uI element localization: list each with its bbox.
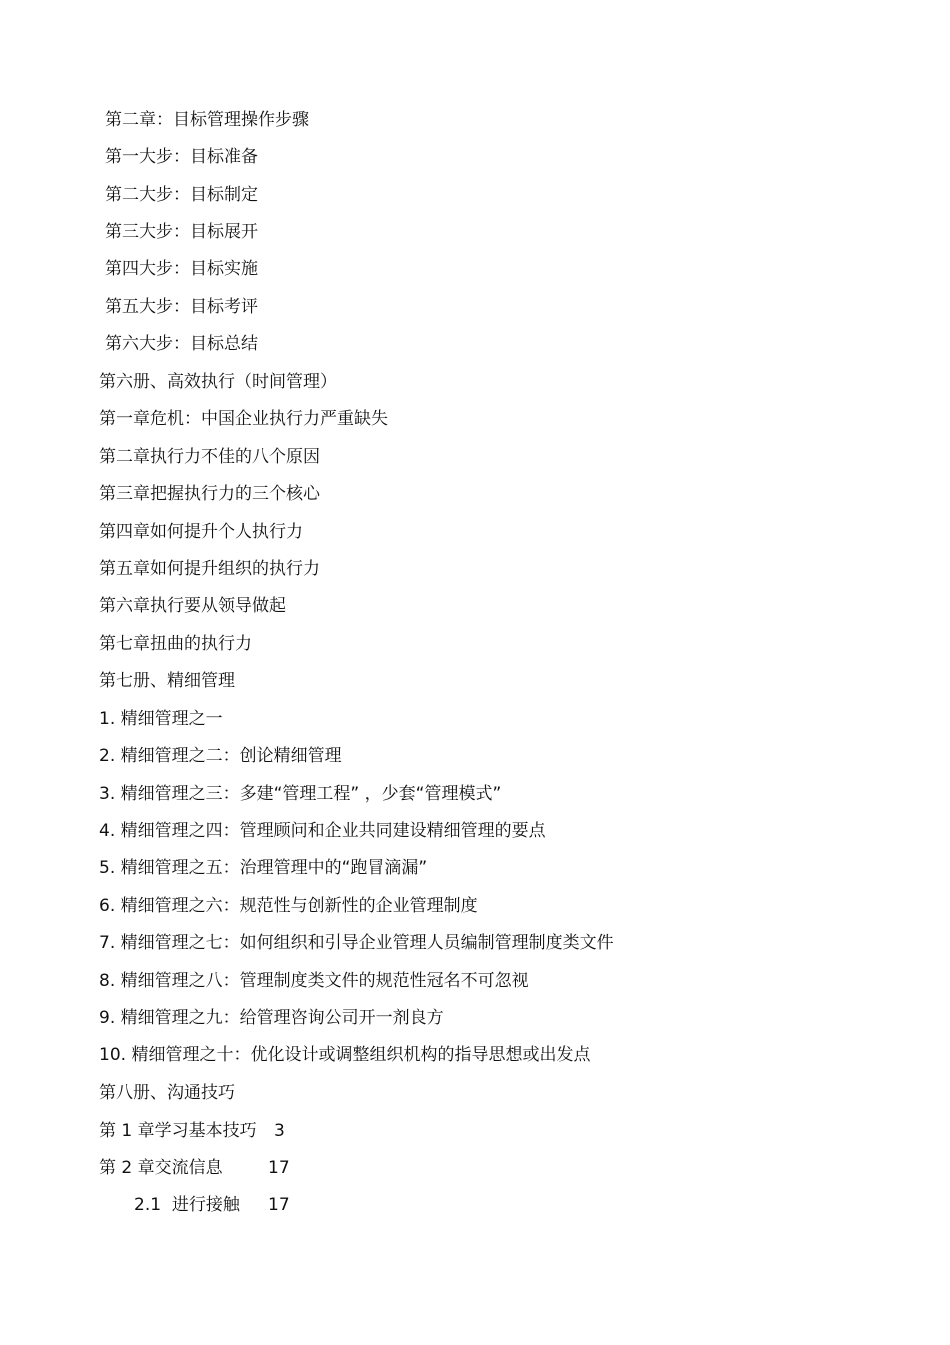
toc-entry-label: 2.1 进行接触	[134, 1195, 240, 1215]
text-line: 第二章：目标管理操作步骤	[105, 110, 309, 130]
text-line: 8. 精细管理之八：管理制度类文件的规范性冠名不可忽视	[99, 971, 529, 991]
text-line: 9. 精细管理之九：给管理咨询公司开一剂良方	[99, 1008, 444, 1028]
text-line: 第五大步：目标考评	[105, 297, 258, 317]
text-line: 6. 精细管理之六：规范性与创新性的企业管理制度	[99, 896, 478, 916]
toc-entry-page: 17	[268, 1195, 290, 1215]
text-line: 10. 精细管理之十：优化设计或调整组织机构的指导思想或出发点	[99, 1045, 591, 1065]
text-line: 第三大步：目标展开	[105, 222, 258, 242]
section-heading: 第七册、精细管理	[99, 671, 235, 691]
text-line: 第一章危机：中国企业执行力严重缺失	[99, 409, 388, 429]
text-line: 3. 精细管理之三：多建“管理工程” ，少套“管理模式”	[99, 784, 502, 804]
text-line: 7. 精细管理之七：如何组织和引导企业管理人员编制管理制度类文件	[99, 933, 614, 953]
text-line: 5. 精细管理之五：治理管理中的“跑冒滴漏”	[99, 858, 428, 878]
section-heading: 第八册、沟通技巧	[99, 1083, 235, 1103]
text-line: 4. 精细管理之四：管理顾问和企业共同建设精细管理的要点	[99, 821, 546, 841]
text-line: 第五章如何提升组织的执行力	[99, 559, 320, 579]
text-line: 1. 精细管理之一	[99, 709, 223, 729]
toc-entry-page: 3	[274, 1121, 285, 1141]
text-line: 第二章执行力不佳的八个原因	[99, 447, 320, 467]
text-line: 2. 精细管理之二：创论精细管理	[99, 746, 342, 766]
text-line: 第六大步：目标总结	[105, 334, 258, 354]
toc-entry-label: 第 1 章学习基本技巧	[99, 1121, 257, 1141]
section-heading: 第六册、高效执行（时间管理）	[99, 372, 337, 392]
toc-entry-page: 17	[268, 1158, 290, 1178]
text-line: 第四大步：目标实施	[105, 259, 258, 279]
toc-entry-label: 第 2 章交流信息	[99, 1158, 223, 1178]
text-line: 第一大步：目标准备	[105, 147, 258, 167]
text-line: 第六章执行要从领导做起	[99, 596, 286, 616]
text-line: 第七章扭曲的执行力	[99, 634, 252, 654]
text-line: 第三章把握执行力的三个核心	[99, 484, 320, 504]
text-line: 第二大步：目标制定	[105, 185, 258, 205]
text-line: 第四章如何提升个人执行力	[99, 522, 303, 542]
